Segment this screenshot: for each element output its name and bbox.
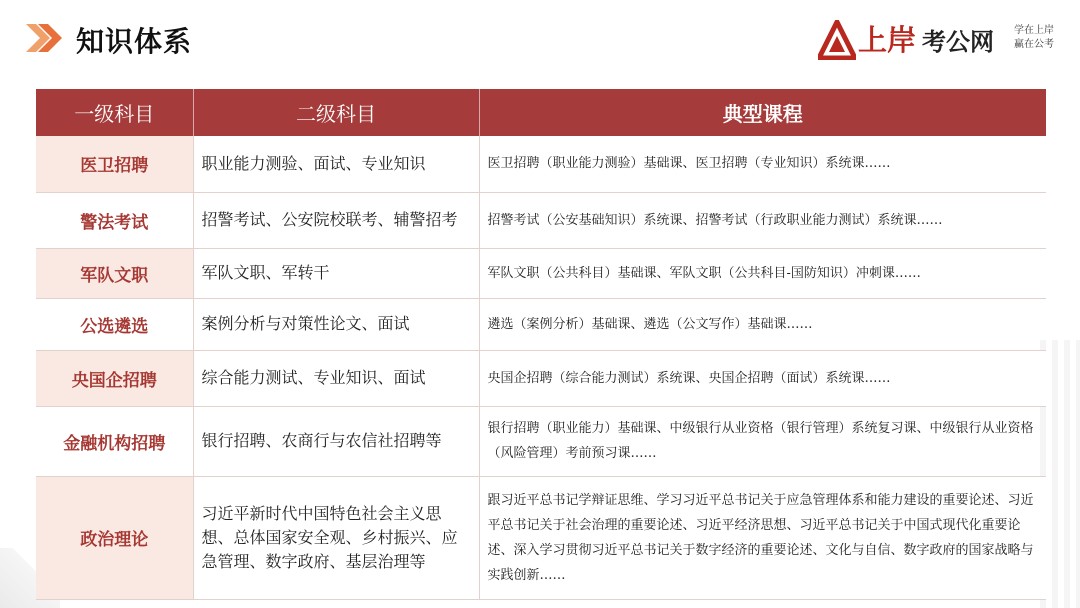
header — [0, 0, 1080, 80]
logo-brand-red: 上岸 — [858, 23, 917, 57]
courses-cell: 招警考试（公安基础知识）系统课、招警考试（行政职业能力测试）系统课…… — [479, 192, 1046, 248]
primary-subject-cell: 政治理论 — [36, 476, 193, 599]
courses-cell: 央国企招聘（综合能力测试）系统课、央国企招聘（面试）系统课…… — [479, 350, 1046, 406]
table-row — [36, 406, 1046, 476]
courses-cell: 军队文职（公共科目）基础课、军队文职（公共科目-国防知识）冲刺课…… — [479, 248, 1046, 298]
logo-brand-dark: 考公网 — [922, 27, 994, 56]
knowledge-table — [36, 89, 1046, 600]
secondary-subject-cell: 综合能力测试、专业知识、面试 — [193, 350, 479, 406]
courses-cell: 遴选（案例分析）基础课、遴选（公文写作）基础课…… — [479, 298, 1046, 350]
table-header-row — [36, 89, 1046, 136]
column-header-primary: 一级科目 — [36, 89, 193, 136]
brand-logo — [818, 18, 1068, 62]
logo-mark-icon — [818, 20, 856, 60]
primary-subject-cell: 央国企招聘 — [36, 350, 193, 406]
secondary-subject-cell: 招警考试、公安院校联考、辅警招考 — [193, 192, 479, 248]
primary-subject-cell: 军队文职 — [36, 248, 193, 298]
courses-cell: 跟习近平总书记学辩证思维、学习习近平总书记关于应急管理体系和能力建设的重要论述、习近平总书记关于社会治理的重要论述、习近平经济思想、习近平总书记关于中国式现代化重要论述、深入学习贯彻习近平总书记关于数字经济的重要论述、文化与自信、数字政府的国家战略与实践创新…… — [479, 476, 1046, 599]
courses-cell: 医卫招聘（职业能力测验）基础课、医卫招聘（专业知识）系统课…… — [479, 136, 1046, 192]
table-row — [36, 192, 1046, 248]
courses-cell: 银行招聘（职业能力）基础课、中级银行从业资格（银行管理）系统复习课、中级银行从业资格（风险管理）考前预习课…… — [479, 406, 1046, 476]
secondary-subject-cell: 银行招聘、农商行与农信社招聘等 — [193, 406, 479, 476]
column-header-courses: 典型课程 — [479, 89, 1046, 136]
table-row — [36, 350, 1046, 406]
page-title: 知识体系 — [76, 25, 193, 58]
column-header-secondary: 二级科目 — [193, 89, 479, 136]
secondary-subject-cell: 军队文职、军转干 — [193, 248, 479, 298]
table-row — [36, 476, 1046, 599]
primary-subject-cell: 公选遴选 — [36, 298, 193, 350]
primary-subject-cell: 医卫招聘 — [36, 136, 193, 192]
table-row — [36, 136, 1046, 192]
logo-slogan-line2: 赢在公考 — [1014, 39, 1054, 50]
secondary-subject-cell: 职业能力测验、面试、专业知识 — [193, 136, 479, 192]
secondary-subject-cell: 案例分析与对策性论文、面试 — [193, 298, 479, 350]
secondary-subject-cell: 习近平新时代中国特色社会主义思想、总体国家安全观、乡村振兴、应急管理、数字政府、基层治理等 — [193, 476, 479, 599]
logo-slogan-line1: 学在上岸 — [1014, 25, 1054, 36]
table-row — [36, 298, 1046, 350]
table-row — [36, 248, 1046, 298]
side-stripe-decoration — [1040, 340, 1080, 608]
logo-slogan — [1014, 24, 1054, 52]
primary-subject-cell: 金融机构招聘 — [36, 406, 193, 476]
primary-subject-cell: 警法考试 — [36, 192, 193, 248]
